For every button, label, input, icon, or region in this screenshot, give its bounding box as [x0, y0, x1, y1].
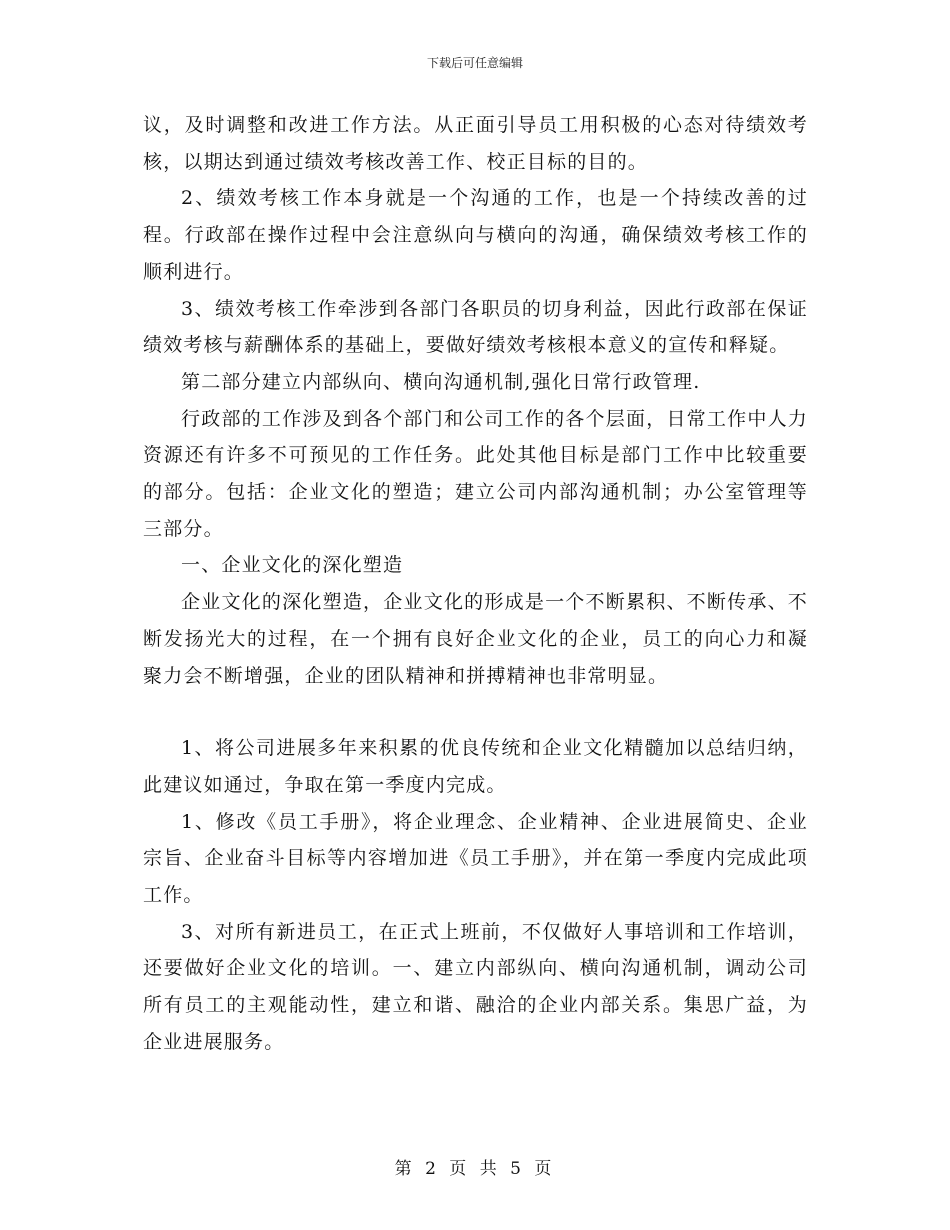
paragraph-5: 行政部的工作涉及到各个部门和公司工作的各个层面，日常工作中人力资源还有许多不可预见的工作任务。此处其他目标是部门工作中比较重要的部分。包括：企业文化的塑造；建立公司内部沟通机制；办公室管理等三部分。: [143, 407, 808, 540]
page-number: 第 2 页 共 5 页: [394, 1159, 556, 1179]
blank-line: [143, 694, 808, 730]
paragraph-8: 1、将公司进展多年来积累的优良传统和企业文化精髓加以总结归纳，此建议如通过，争取在第一季度内完成。: [143, 737, 808, 796]
paragraph-1: 议，及时调整和改进工作方法。从正面引导员工用积极的心态对待绩效考核，以期达到通过绩效考核改善工作、校正目标的目的。: [143, 114, 808, 173]
section-heading-part-two: 第二部分建立内部纵向、横向沟通机制,强化日常行政管理.: [181, 370, 701, 393]
page-header: 下载后可任意编辑: [426, 56, 523, 70]
paragraph-7: 企业文化的深化塑造，企业文化的形成是一个不断累积、不断传承、不断发扬光大的过程，在一个拥有良好企业文化的企业，员工的向心力和凝聚力会不断增强，企业的团队精神和拼搏精神也非常明显。: [143, 591, 808, 687]
section-heading-culture: 一、企业文化的深化塑造: [181, 554, 404, 577]
paragraph-2: 2、绩效考核工作本身就是一个沟通的工作，也是一个持续改善的过程。行政部在操作过程中会注意纵向与横向的沟通，确保绩效考核工作的顺利进行。: [143, 187, 808, 283]
paragraph-3: 3、绩效考核工作牵涉到各部门各职员的切身利益，因此行政部在保证绩效考核与薪酬体系的基础上，要做好绩效考核根本意义的宣传和释疑。: [143, 297, 808, 357]
paragraph-10: 3、对所有新进员工，在正式上班前，不仅做好人事培训和工作培训，还要做好企业文化的培训。一、建立内部纵向、横向沟通机制，调动公司所有员工的主观能动性，建立和谐、融洽的企业内部关系。集思广益，为企业进展服务。: [143, 920, 808, 1053]
document-body: [143, 107, 808, 1061]
paragraph-9: 1、修改《员工手册》，将企业理念、企业精神、企业进展简史、企业宗旨、企业奋斗目标等内容增加进《员工手册》，并在第一季度内完成此项工作。: [143, 810, 808, 907]
